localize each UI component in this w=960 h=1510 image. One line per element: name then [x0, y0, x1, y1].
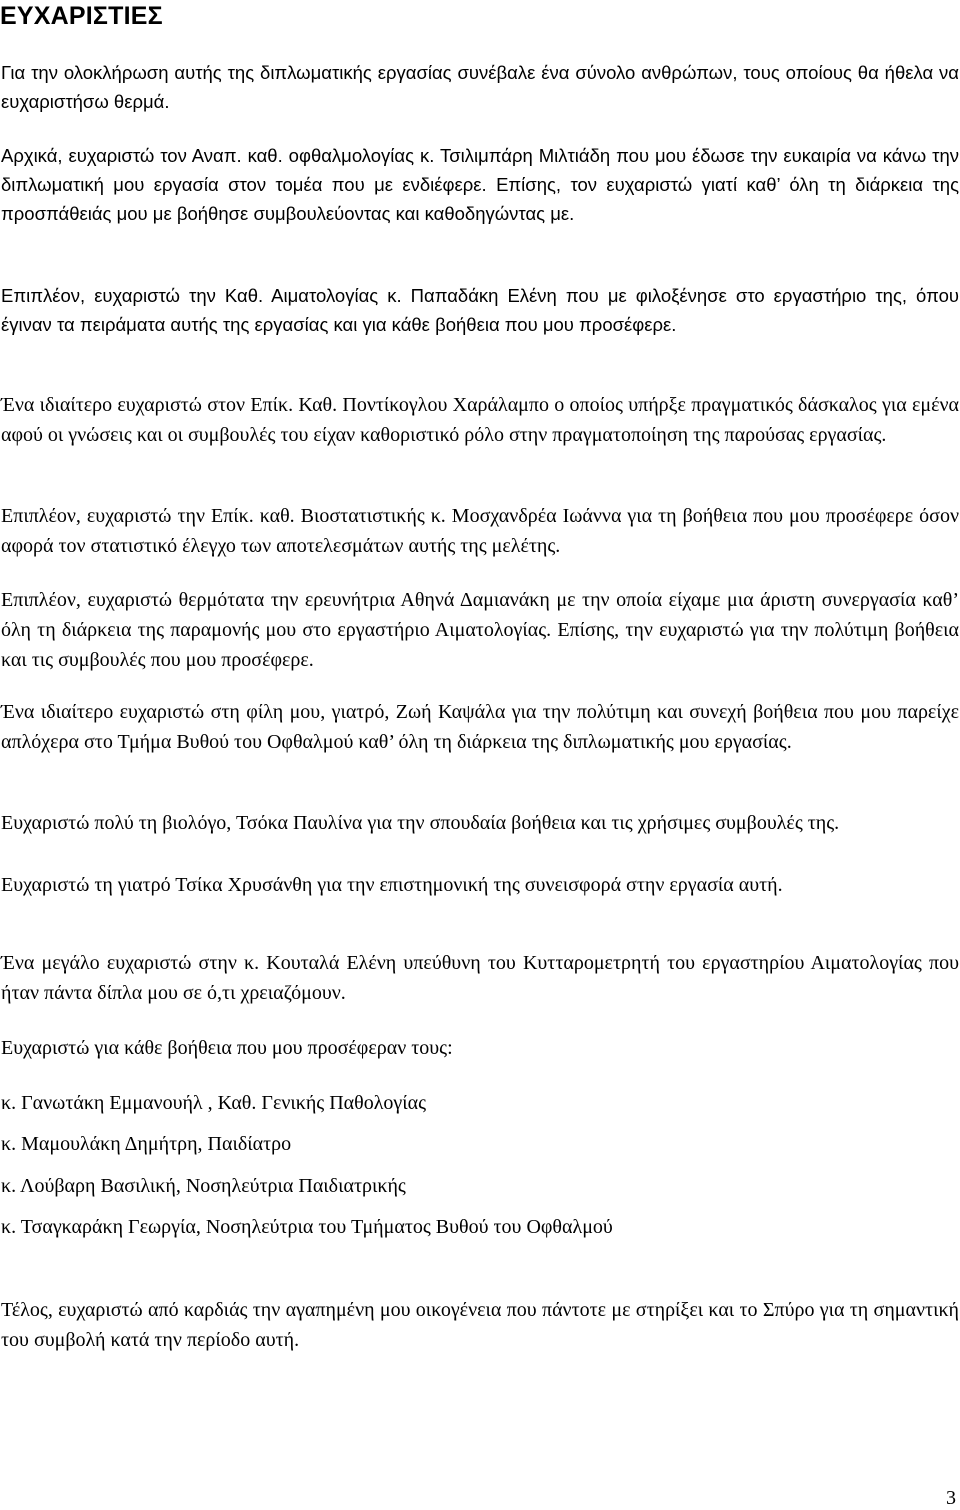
name-list-item: κ. Μαμουλάκη Δημήτρη, Παιδίατρο [1, 1133, 292, 1155]
thanks-cytometry-paragraph: Ένα μεγάλο ευχαριστώ στην κ. Κουταλά Ελένη υπεύθυνη του Κυτταρομετρητή του εργαστηρίου Αιματολογίας που ήταν πάντα δίπλα μου σε ό,τι χρειαζόμουν. [1, 952, 959, 1004]
thanks-teacher-paragraph: Ένα ιδιαίτερο ευχαριστώ στον Επίκ. Καθ. Ποντίκογλου Χαράλαμπο ο οποίος υπήρξε πραγματικός δάσκαλος για εμένα αφού οι γνώσεις και οι συμβουλές του είχαν καθοριστικό ρόλο στην πραγματοποίηση της παρούσας εργασίας. [1, 394, 959, 446]
name-list-item: κ. Γανωτάκη Εμμανουήλ , Καθ. Γενικής Παθολογίας [1, 1092, 427, 1114]
intro-paragraph: Για την ολοκλήρωση αυτής της διπλωματικής εργασίας συνέβαλε ένα σύνολο ανθρώπων, τους οποίους θα ήθελα να ευχαριστήσω θερμά. [1, 62, 959, 112]
thanks-biologist-paragraph: Ευχαριστώ πολύ τη βιολόγο, Τσόκα Παυλίνα για την σπουδαία βοήθεια και τις χρήσιμες συμβουλές της. [1, 812, 840, 834]
thanks-hematology-paragraph: Επιπλέον, ευχαριστώ την Καθ. Αιματολογίας κ. Παπαδάκη Ελένη που με φιλοξένησε στο εργαστήριο της, όπου έγιναν τα πειράματα αυτής της εργασίας και για κάθε βοήθεια που μου προσέφερε. [1, 285, 959, 335]
name-list-item: κ. Λούβαρη Βασιλική, Νοσηλεύτρια Παιδιατρικής [1, 1175, 406, 1197]
thanks-others-intro: Ευχαριστώ για κάθε βοήθεια που μου προσέφεραν τους: [1, 1037, 453, 1059]
thanks-researcher-paragraph: Επιπλέον, ευχαριστώ θερμότατα την ερευνήτρια Αθηνά Δαμιανάκη με την οποία είχαμε μια άριστη συνεργασία καθ’ όλη τη διάρκεια της παραμονής μου στο εργαστήριο Αιματολογίας. Επίσης, την ευχαριστώ για την πολύτιμη βοήθεια και τις συμβουλές που μου προσέφερε. [1, 589, 959, 671]
name-list-item: κ. Τσαγκαράκη Γεωργία, Νοσηλεύτρια του Τμήματος Βυθού του Οφθαλμού [1, 1216, 613, 1238]
page-number: 3 [946, 1487, 956, 1509]
thanks-doctor-paragraph: Ευχαριστώ τη γιατρό Τσίκα Χρυσάνθη για την επιστημονική της συνεισφορά στην εργασία αυτή. [1, 874, 783, 896]
page-title: ΕΥΧΑΡΙΣΤΙΕΣ [0, 2, 163, 30]
thanks-supervisor-paragraph: Αρχικά, ευχαριστώ τον Αναπ. καθ. οφθαλμολογίας κ. Τσιλιμπάρη Μιλτιάδη που μου έδωσε την ευκαιρία να κάνω την διπλωματική μου εργασία στον τομέα που με ενδιέφερε. Επίσης, τον ευχαριστώ γιατί καθ’ όλη τη διάρκεια της προσπάθειάς μου με βοήθησε συμβουλεύοντας και καθοδηγώντας με. [1, 145, 959, 224]
thanks-biostatistics-paragraph: Επιπλέον, ευχαριστώ την Επίκ. καθ. Βιοστατιστικής κ. Μοσχανδρέα Ιωάννα για τη βοήθεια που μου προσέφερε όσον αφορά τον στατιστικό έλεγχο των αποτελεσμάτων αυτής της μελέτης. [1, 505, 959, 557]
thanks-friend-paragraph: Ένα ιδιαίτερο ευχαριστώ στη φίλη μου, γιατρό, Ζωή Καψάλα για την πολύτιμη και συνεχή βοήθεια που μου παρείχε απλόχερα στο Τμήμα Βυθού του Οφθαλμού καθ’ όλη τη διάρκεια της διπλωματικής μου εργασίας. [1, 701, 959, 753]
closing-paragraph: Τέλος, ευχαριστώ από καρδιάς την αγαπημένη μου οικογένεια που πάντοτε με στηρίξει και το Σπύρο για τη σημαντική του συμβολή κατά την περίοδο αυτή. [1, 1299, 959, 1351]
